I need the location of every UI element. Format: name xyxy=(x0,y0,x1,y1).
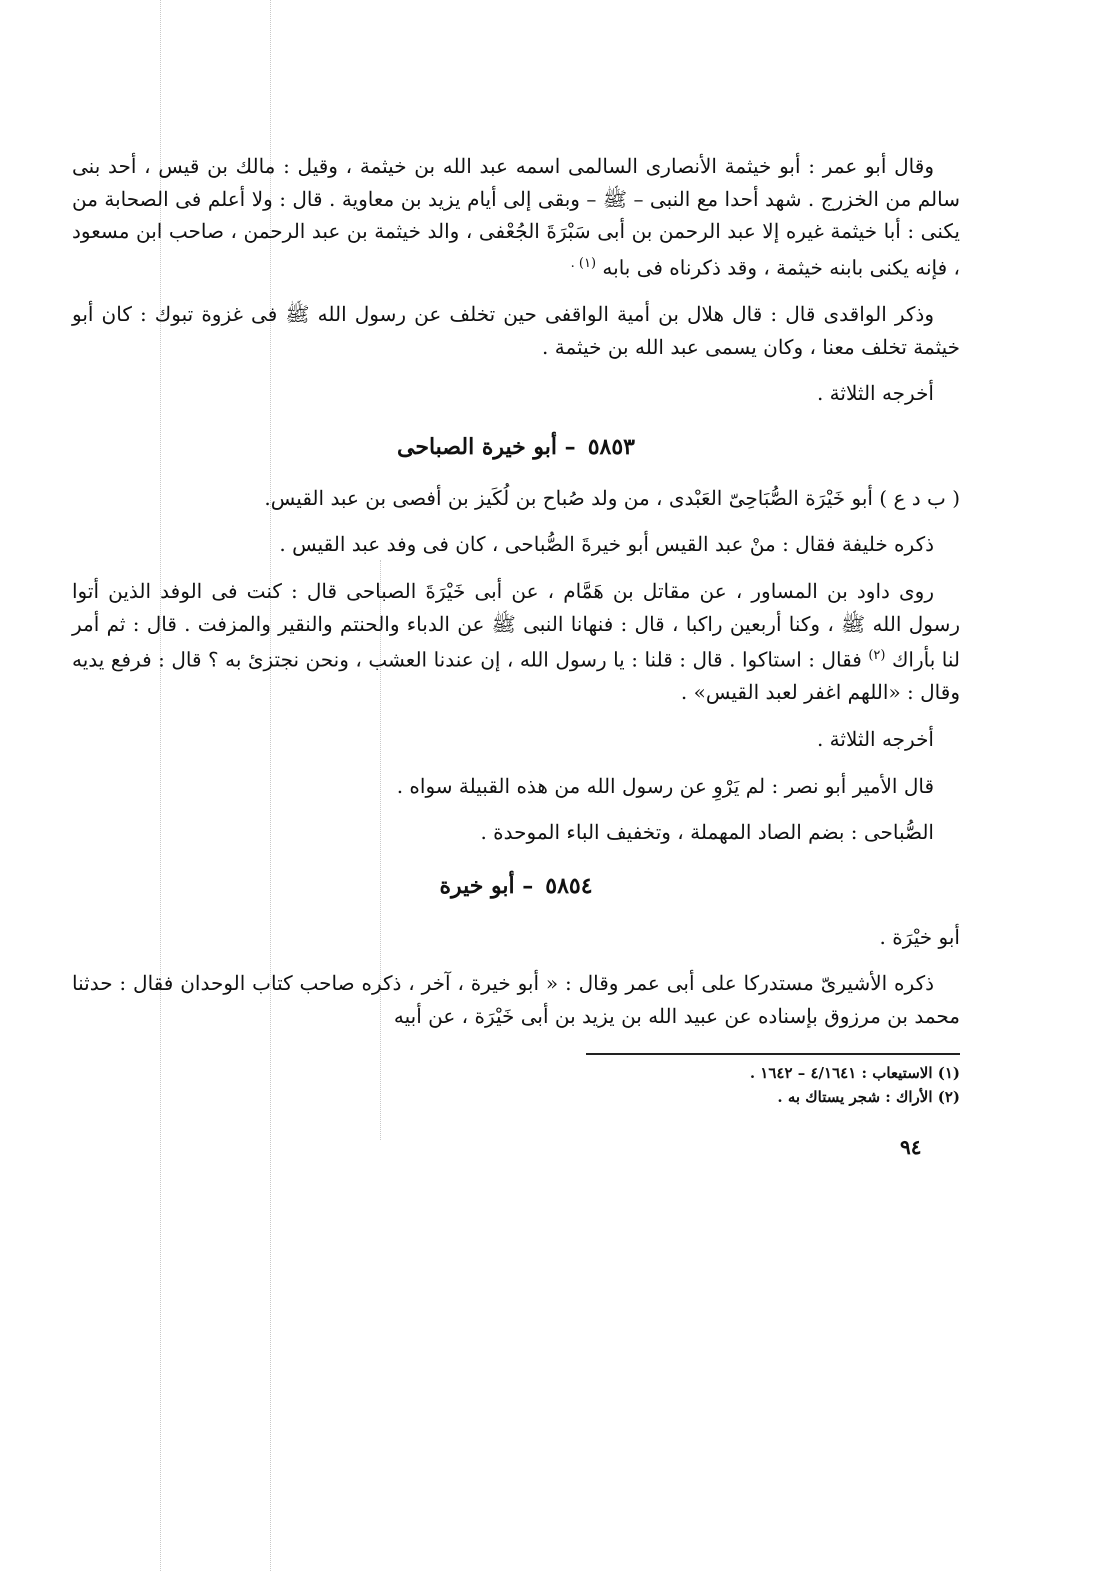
paragraph-ashiri xyxy=(72,967,960,1032)
paragraph-akhrajahu-1 xyxy=(72,377,960,410)
paragraph-waqidi xyxy=(72,298,960,363)
paragraph-text: ذكره الأشيرىّ مستدركا على أبى عمر وقال : « أبو خيرة ، آخر ، ذكره صاحب كتاب الوحدان فقال : حدثنا محمد بن مرزوق بإسناده عن عبيد الله بن يزيد بن أبى خَيْرَة ، عن أبيه xyxy=(72,971,960,1028)
entry-heading-5853 xyxy=(72,432,960,462)
paragraph-text: وذكر الواقدى قال : قال هلال بن أمية الواقفى حين تخلف عن رسول الله ﷺ فى غزوة تبوك : كان أبو خيثمة تخلف معنا ، وكان يسمى عبد الله بن خيثمة . xyxy=(72,302,960,359)
paragraph-sabahi-note xyxy=(72,816,960,849)
entry-title: – أبو خيرة xyxy=(439,872,534,899)
footnote-1: (١) الاستيعاب : ٤/١٦٤١ – ١٦٤٢ . xyxy=(749,1064,960,1082)
page-number: ٩٤ xyxy=(900,1135,922,1159)
footnote-ref: (١) . xyxy=(570,255,597,271)
paragraph-text: ذكره خليفة فقال : منْ عبد القيس أبو خيرةَ الصُّباحى ، كان فى وفد عبد القيس . xyxy=(279,532,934,557)
paragraph-khalifa xyxy=(72,528,960,561)
entry-number: ٥٨٥٤ xyxy=(545,872,593,899)
footnote-ref: (٢) xyxy=(868,648,886,664)
entry-title: – أبو خيرة الصباحى xyxy=(397,433,576,460)
entry-heading-5854 xyxy=(72,871,960,901)
entry-number: ٥٨٥٣ xyxy=(587,433,635,460)
paragraph-text: أخرجه الثلاثة . xyxy=(816,381,934,406)
paragraph-text: قال الأمير أبو نصر : لم يَرْوِ عن رسول الله من هذه القبيلة سواه . xyxy=(396,773,934,798)
footnotes xyxy=(586,1053,960,1109)
paragraph-text: وقال أبو عمر : أبو خيثمة الأنصارى السالمى اسمه عبد الله بن خيثمة ، وقيل : مالك بن قيس ، أحد بنى سالم من الخزرج . شهد أحدا مع النبى – ﷺ – وبقى إلى أيام يزيد بن معاوية . قال : ولا أعلم فى الصحابة من يكنى : أبا خيثمة غيره إلا عبد الرحمن بن أبى سَبْرَةَ الجُعْفى ، والد خيثمة بن عبد الرحمن ، صاحب ابن مسعود ، فإنه يكنى بابنه خيثمة ، وقد ذكرناه فى بابه xyxy=(72,154,960,280)
paragraph-dawud xyxy=(72,575,960,709)
footnote-2: (٢) الأراك : شجر يستاك به . xyxy=(777,1088,960,1106)
paragraph-text: ( ب د ع ) أبو خَيْرَة الصُّبَاحِىّ العَبْدى ، من ولد صُباح بن لُكَيز بن أفصى بن عبد القيس. xyxy=(264,485,960,510)
paragraph-akhrajahu-2 xyxy=(72,723,960,756)
footnote-divider xyxy=(586,1053,960,1055)
paragraph-text: روى داود بن المساور ، عن مقاتل بن هَمَّام ، عن أبى خَيْرَةَ الصباحى قال : كنت فى الوفد الذين أتوا رسول الله ﷺ ، وكنا أربعين راكبا ، قال : فنهانا النبى ﷺ عن الدباء والحنتم والنقير والمزفت . قال : ثم أمر لنا بأراك xyxy=(72,579,961,672)
paragraph-text: أبو خيْرَة . xyxy=(879,924,960,949)
paragraph-amir xyxy=(72,770,960,803)
paragraph-abu-khayra xyxy=(72,921,960,954)
paragraph-intro-sabahi xyxy=(72,482,960,515)
paragraph-text: الصُّباحى : بضم الصاد المهملة ، وتخفيف الباء الموحدة . xyxy=(480,820,934,845)
paragraph-text: أخرجه الثلاثة . xyxy=(816,727,934,752)
paragraph-text: فقال : استاكوا . قال : قلنا : يا رسول الله ، إن عندنا العشب ، ونحن نجتزئ به ؟ قال : فرفع يديه وقال : «اللهم اغفر لعبد القيس» . xyxy=(72,647,960,705)
page-body xyxy=(72,150,960,1047)
paragraph-abu-khaythama xyxy=(72,150,960,284)
